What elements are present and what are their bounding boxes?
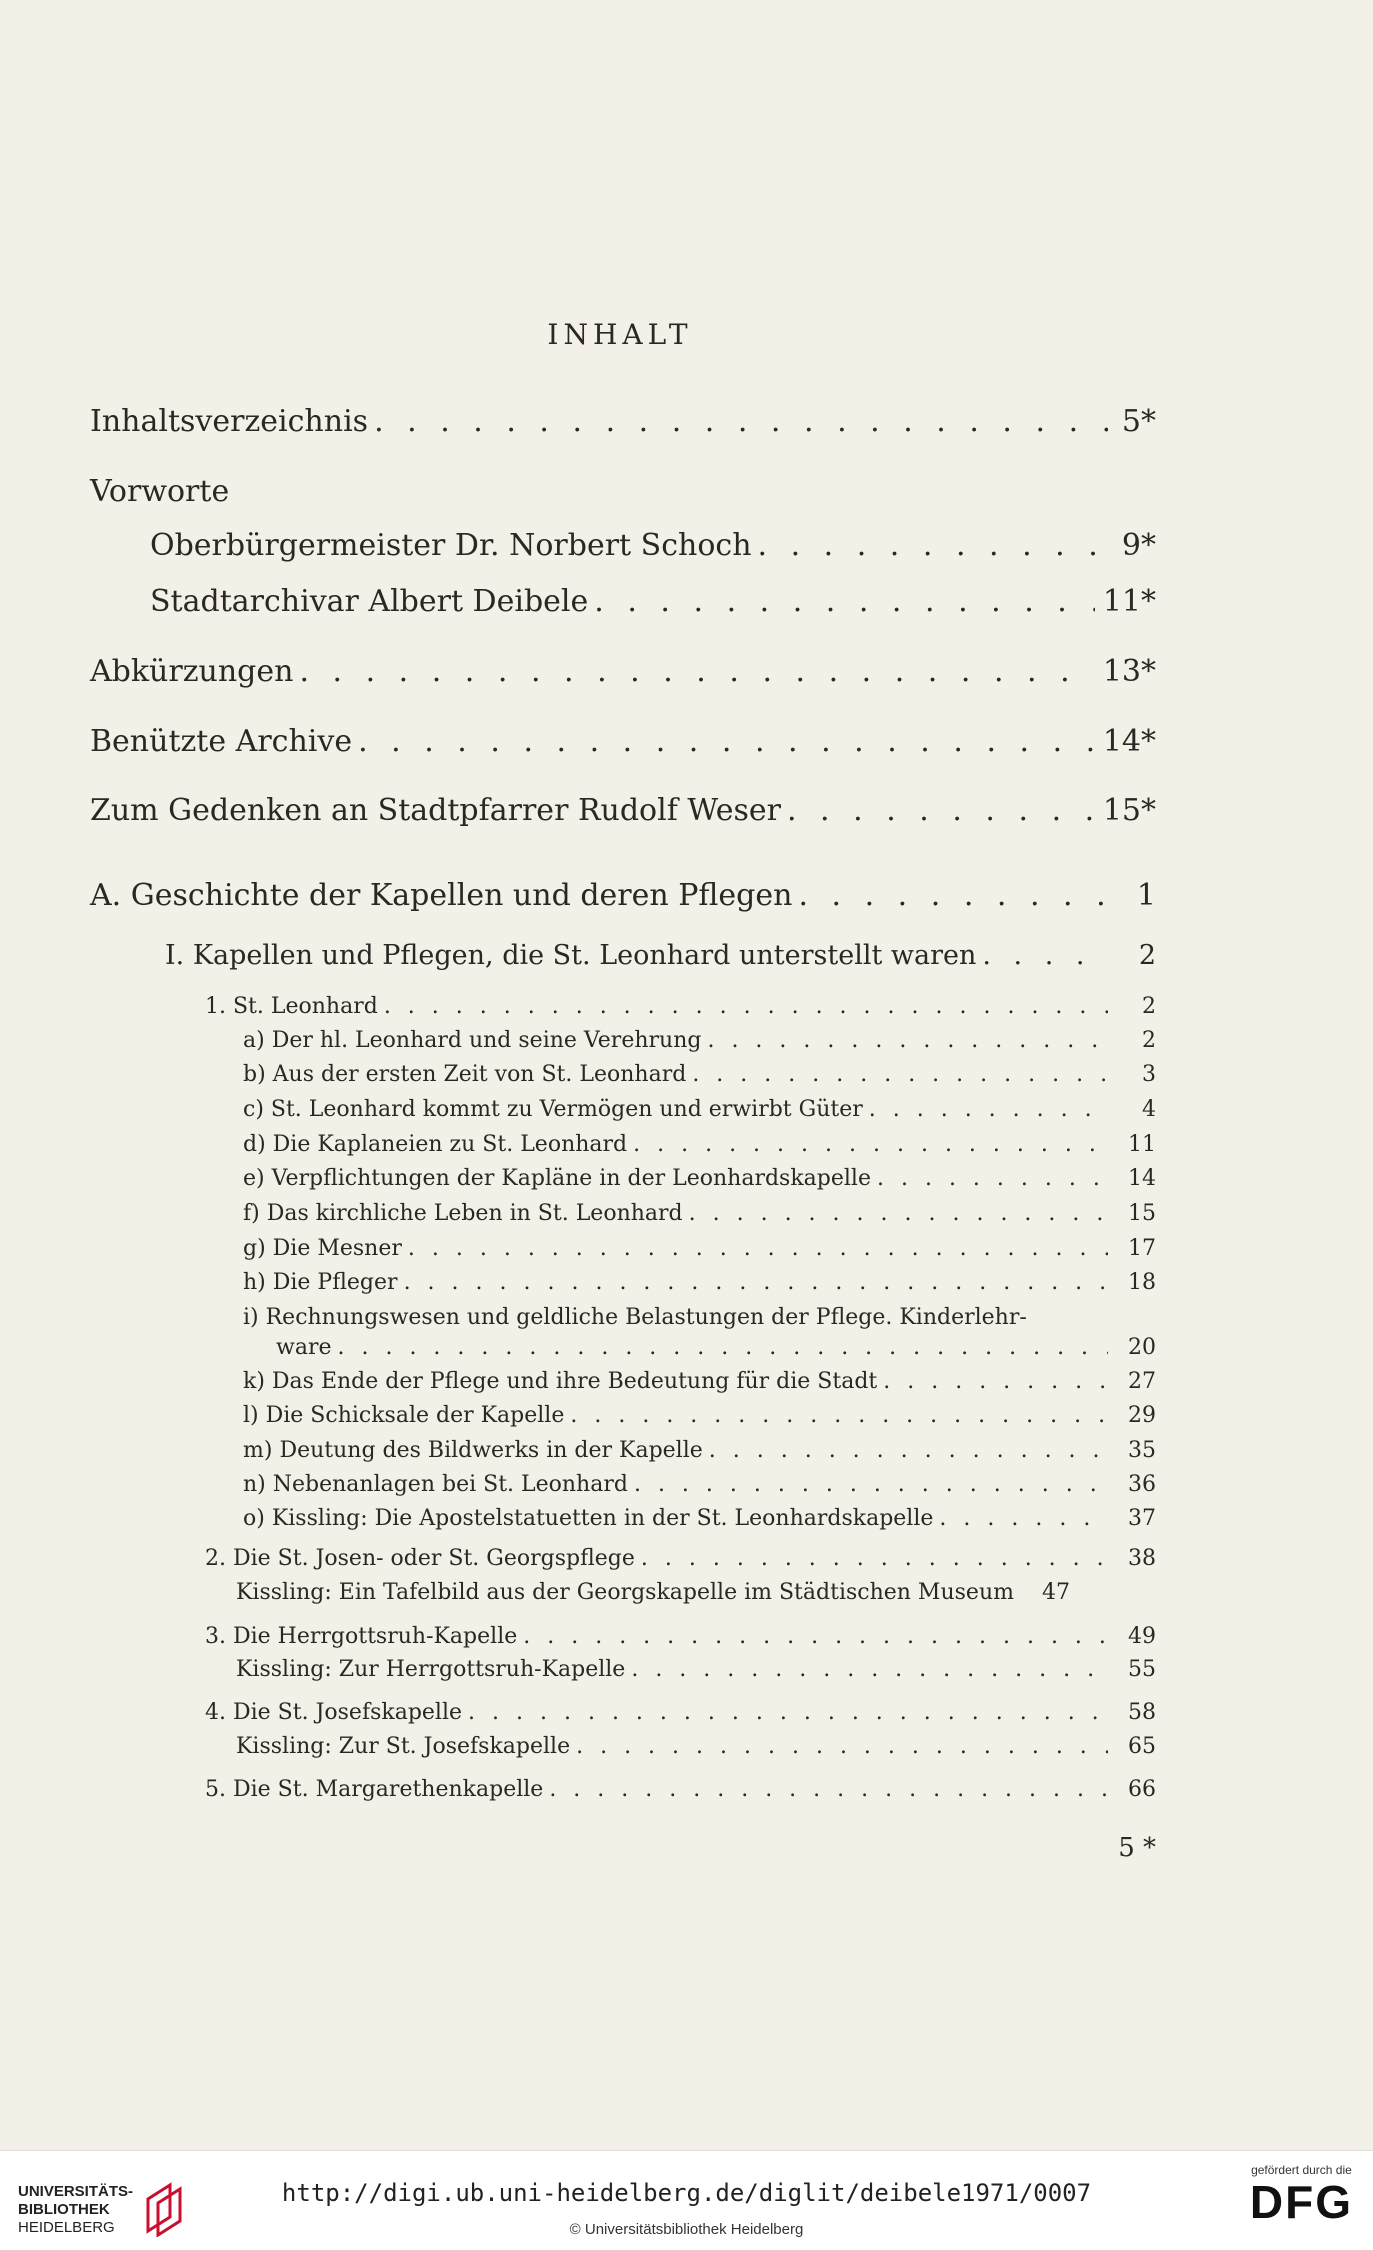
toc-entry-page: 38: [1128, 1546, 1156, 1571]
toc-entry-label: Benützte Archive: [90, 724, 353, 759]
leader-dots: [631, 1656, 1108, 1684]
toc-entry-label: Kissling: Zur Herrgottsruh-Kapelle: [236, 1657, 626, 1682]
leader-dots: [877, 1165, 1108, 1193]
toc-entry-label: i) Rechnungswesen und geldliche Belastungen der Pflege. Kinderlehr-: [243, 1305, 1027, 1330]
toc-entry: [90, 723, 1156, 761]
toc-entry-label: Abkürzungen: [90, 654, 294, 689]
toc-entry-label: 2. Die St. Josen- oder St. Georgspflege: [205, 1546, 635, 1571]
toc-entry: [243, 1368, 1156, 1396]
toc-entry-page: 29: [1128, 1403, 1156, 1428]
leader-dots: [692, 1061, 1108, 1089]
leader-dots: [982, 939, 1108, 973]
leader-dots: [798, 877, 1108, 915]
toc-entry: [90, 403, 1156, 441]
toc-entry-label: ware: [276, 1335, 332, 1360]
toc-entry-page: 36: [1128, 1472, 1156, 1497]
toc-entry-label: b) Aus der ersten Zeit von St. Leonhard: [243, 1062, 687, 1087]
toc-entry: [243, 1096, 1156, 1124]
toc-entry-label: 3. Die Herrgottsruh-Kapelle: [205, 1624, 518, 1649]
leader-dots: [709, 1437, 1108, 1465]
toc-entry: [243, 1505, 1156, 1533]
leader-dots: [707, 1027, 1108, 1055]
toc-entry-page: 2: [1138, 940, 1156, 971]
leader-dots: [384, 993, 1108, 1021]
toc-entry-page: 55: [1128, 1657, 1156, 1682]
toc-entry-page: 49: [1128, 1624, 1156, 1649]
toc-entry: [205, 1545, 1156, 1573]
leader-dots: [523, 1623, 1108, 1651]
toc-entry-page: 1: [1136, 878, 1156, 913]
page-number: 5 *: [1118, 1833, 1156, 1863]
leader-dots: [689, 1200, 1108, 1228]
toc-entry-page: 11*: [1102, 584, 1156, 619]
toc-entry-page: 2: [1142, 994, 1156, 1019]
toc-entry: [205, 993, 1156, 1021]
leader-dots: [939, 1505, 1108, 1533]
funder-logo: [1250, 2163, 1353, 2227]
toc-entry-label: m) Deutung des Bildwerks in der Kapelle: [243, 1438, 703, 1463]
toc-entry: [243, 1437, 1156, 1465]
toc-entry: [243, 1027, 1156, 1055]
toc-entry-page: 35: [1128, 1438, 1156, 1463]
page-heading: INHALT: [547, 318, 693, 351]
toc-entry: [243, 1471, 1156, 1499]
toc-entry: [150, 527, 1156, 565]
toc-entry: [205, 1776, 1156, 1804]
toc-entry-page: 20: [1128, 1335, 1156, 1360]
leader-dots: [641, 1545, 1108, 1573]
toc-entry: [243, 1200, 1156, 1228]
toc-entry-label: d) Die Kaplaneien zu St. Leonhard: [243, 1132, 628, 1157]
toc-entry-label: Oberbürgermeister Dr. Norbert Schoch: [150, 528, 752, 563]
toc-entry-label: o) Kissling: Die Apostelstatuetten in der St. Leonhardskapelle: [243, 1506, 934, 1531]
library-name-line: UNIVERSITÄTS-: [18, 2183, 134, 2200]
toc-entry: [90, 473, 229, 511]
toc-entry-label: Stadtarchivar Albert Deibele: [150, 584, 589, 619]
leader-dots: [299, 653, 1094, 691]
toc-entry-page: 11: [1128, 1132, 1156, 1157]
toc-entry: [90, 877, 1156, 915]
copyright-notice: © Universitätsbibliothek Heidelberg: [569, 2221, 804, 2238]
toc-entry-page: 15*: [1102, 793, 1156, 828]
toc-entry: [243, 1402, 1156, 1430]
toc-entry-page: 4: [1142, 1097, 1156, 1122]
toc-entry-label: n) Nebenanlagen bei St. Leonhard: [243, 1472, 628, 1497]
toc-entry-label: e) Verpflichtungen der Kapläne in der Leonhardskapelle: [243, 1166, 871, 1191]
toc-entry: [150, 583, 1156, 621]
toc-entry: [243, 1235, 1156, 1263]
toc-entry-label: g) Die Mesner: [243, 1236, 402, 1261]
toc-entry-label: 4. Die St. Josefskapelle: [205, 1700, 463, 1725]
toc-entry-label: a) Der hl. Leonhard und seine Verehrung: [243, 1028, 702, 1053]
digitization-footer: [0, 2150, 1373, 2250]
leader-dots: [468, 1699, 1108, 1727]
leader-dots: [374, 403, 1108, 441]
toc-entry: [243, 1269, 1156, 1297]
toc-entry-page: 66: [1128, 1777, 1156, 1802]
toc-entry-label: f) Das kirchliche Leben in St. Leonhard: [243, 1201, 683, 1226]
toc-entry-page: 14*: [1102, 724, 1156, 759]
toc-entry: [205, 1699, 1156, 1727]
toc-entry-page: 15: [1128, 1201, 1156, 1226]
leader-dots: [758, 527, 1108, 565]
leader-dots: [869, 1096, 1108, 1124]
toc-entry-label: l) Die Schicksale der Kapelle: [243, 1403, 565, 1428]
toc-entry: [90, 792, 1156, 830]
leader-dots: [570, 1402, 1108, 1430]
toc-entry-page: 65: [1128, 1734, 1156, 1759]
toc-entry-label: Kissling: Zur St. Josefskapelle: [236, 1734, 571, 1759]
leader-dots: [404, 1269, 1108, 1297]
leader-dots: [634, 1471, 1108, 1499]
toc-entry: [90, 653, 1156, 691]
toc-entry-label: Zum Gedenken an Stadtpfarrer Rudolf Weser: [90, 793, 781, 828]
dfg-logo-icon: DFG: [1249, 2176, 1353, 2228]
toc-entry: [236, 1579, 1156, 1607]
toc-entry-page: 37: [1128, 1506, 1156, 1531]
leader-dots: [883, 1368, 1108, 1396]
leader-dots: [576, 1733, 1108, 1761]
toc-entry: [243, 1061, 1156, 1089]
toc-entry: [236, 1733, 1156, 1761]
toc-entry-page: 18: [1128, 1270, 1156, 1295]
toc-entry-page: 27: [1128, 1369, 1156, 1394]
toc-entry-page: 13*: [1102, 654, 1156, 689]
toc-entry-label: c) St. Leonhard kommt zu Vermögen und erwirbt Güter: [243, 1097, 863, 1122]
toc-entry: [165, 939, 1156, 973]
toc-entry: [243, 1131, 1156, 1159]
funded-by-label: gefördert durch die: [1251, 2163, 1352, 2177]
leader-dots: [787, 792, 1095, 830]
toc-entry-label: Vorworte: [90, 474, 230, 509]
leader-dots: [549, 1776, 1108, 1804]
toc-entry-page: 47: [1041, 1580, 1070, 1605]
toc-entry-label: h) Die Pfleger: [243, 1270, 398, 1295]
toc-entry-label: I. Kapellen und Pflegen, die St. Leonhard unterstellt waren: [165, 940, 977, 971]
toc-entry-label: Kissling: Ein Tafelbild aus der Georgskapelle im Städtischen Museum: [236, 1580, 1014, 1605]
toc-entry: [276, 1334, 1156, 1362]
toc-entry-page: 14: [1128, 1166, 1156, 1191]
toc-entry-label: A. Geschichte der Kapellen und deren Pflegen: [90, 878, 793, 913]
toc-entry-page: 58: [1128, 1700, 1156, 1725]
library-name-line: BIBLIOTHEK: [18, 2201, 110, 2218]
toc-entry: [243, 1165, 1156, 1193]
toc-entry-page: 5*: [1121, 404, 1156, 439]
leader-dots: [358, 723, 1095, 761]
leader-dots: [594, 583, 1095, 621]
library-name-line: HEIDELBERG: [18, 2219, 115, 2236]
toc-entry-label: 5. Die St. Margarethenkapelle: [205, 1777, 544, 1802]
toc-entry: [205, 1623, 1156, 1651]
toc-entry-label: k) Das Ende der Pflege und ihre Bedeutung für die Stadt: [243, 1369, 878, 1394]
permalink-url[interactable]: http://digi.ub.uni-heidelberg.de/diglit/deibele1971/0007: [281, 2179, 1092, 2207]
toc-entry-page: 9*: [1121, 528, 1156, 563]
toc-entry-page: 17: [1128, 1236, 1156, 1261]
leader-dots: [408, 1235, 1108, 1263]
toc-entry-label: 1. St. Leonhard: [205, 994, 378, 1019]
toc-entry-label: Inhaltsverzeichnis: [90, 404, 369, 439]
toc-entry-page: 3: [1142, 1062, 1156, 1087]
toc-entry: [236, 1656, 1156, 1684]
leader-dots: [337, 1334, 1108, 1362]
leader-dots: [633, 1131, 1108, 1159]
toc-entry-page: 2: [1142, 1028, 1156, 1053]
